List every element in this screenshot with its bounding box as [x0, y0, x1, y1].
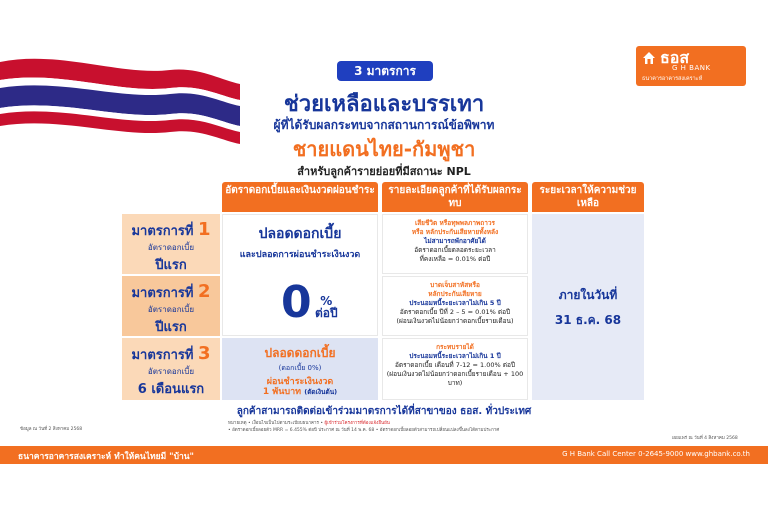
- zero-percent-value: 0: [281, 277, 312, 328]
- detail-note-1: อัตราดอกเบี้ยตลอดระยะเวลา: [414, 246, 496, 254]
- publish-date: เผยแพร่ ณ วันที่ 4 สิงหาคม 2568: [672, 436, 738, 441]
- interest-zero-note: (ดอกเบี้ย 0%): [278, 364, 322, 372]
- footer-bar: [0, 446, 768, 464]
- rate-cell-measure-3: [222, 338, 378, 400]
- measure-number: 2: [198, 281, 211, 302]
- installment-text: [222, 377, 378, 397]
- subtitle-affected: ผู้ที่ได้รับผลกระทบจากสถานการณ์ข้อพิพาท: [273, 118, 495, 132]
- footer-contact: G H Bank Call Center 0-2645-9000 www.ghbank.co.th: [562, 450, 750, 458]
- percent-sign: %: [320, 294, 333, 308]
- detail-note-1: อัตราดอกเบี้ย ปีที่ 2 – 5 = 0.01% ต่อปี: [399, 308, 511, 316]
- measure-period-text: ปีแรก: [155, 320, 187, 335]
- logo-name: ธอส: [660, 48, 690, 67]
- detail-terms: ไม่สามารถพักอาศัยได้: [424, 237, 486, 245]
- logo-sub: G H BANK: [672, 64, 711, 72]
- measure-rate-text: อัตราดอกเบี้ย: [147, 305, 195, 314]
- detail-case-line2: หรือ หลักประกันเสียหายทั้งหลัง: [411, 228, 499, 236]
- subtitle-border: ชายแดนไทย-กัมพูชา: [292, 137, 476, 161]
- column-header-detail: รายละเอียดลูกค้าที่ได้รับผลกระทบ: [382, 182, 528, 212]
- detail-note-2: ที่คงเหลือ = 0.01% ต่อปี: [419, 255, 491, 263]
- period-cell: [532, 214, 644, 400]
- installment-amount: 1 พันบาท: [262, 387, 302, 397]
- column-header-period: ระยะเวลาให้ความช่วยเหลือ: [532, 182, 644, 212]
- remarks-line2: • อัตราดอกเบี้ยลอยตัว MRR = 6.455% ต่อปี ประกาศ ณ วันที่ 14 พ.ค. 68 • อัตราดอกเบี้ยลอยตัวสามารถเปลี่ยนแปลงขึ้นลงได้ตามประกาศ: [228, 428, 500, 433]
- measure-number: 1: [198, 219, 211, 240]
- measure-period-text: ปีแรก: [155, 258, 187, 273]
- remarks-line1: หมายเหตุ • เงื่อนไขเป็นไปตามระเบียบธนาคาร •: [228, 421, 324, 426]
- detail-case-line1: เสียชีวิต หรือทุพพลภาพถาวร: [414, 219, 495, 227]
- installment-note: (ตัดเงินต้น): [304, 388, 338, 396]
- measure-rate-text: อัตราดอกเบี้ย: [147, 243, 195, 252]
- page-title: ช่วยเหลือและบรรเทา: [283, 92, 485, 117]
- detail-case-line1: กระทบรายได้: [436, 343, 474, 351]
- percent-per-year: [315, 295, 338, 319]
- installment-label: ผ่อนชำระเงินงวด: [266, 377, 334, 387]
- detail-note-2: (ผ่อนเงินงวดไม่น้อยกว่าดอกเบี้ยรายเดือน + 100 บาท): [386, 370, 524, 387]
- detail-cell-2: [382, 276, 528, 336]
- detail-case-line1: บาดเจ็บสาหัสหรือ: [430, 281, 480, 289]
- interest-free-heading: ปลอดดอกเบี้ย: [258, 226, 342, 242]
- detail-case-line2: หลักประกันเสียหาย: [428, 290, 482, 298]
- measure-label-text: มาตรการที่: [131, 286, 194, 301]
- subtitle-npl: สำหรับลูกค้ารายย่อยที่มีสถานะ NPL: [297, 165, 471, 178]
- interest-free-heading-2: ปลอดดอกเบี้ย: [264, 346, 336, 360]
- ghbank-logo: [636, 46, 746, 86]
- detail-terms: ประนอมหนี้ระยะเวลาไม่เกิน 1 ปี: [409, 352, 501, 360]
- remarks: [228, 420, 648, 434]
- contact-note: ลูกค้าสามารถติดต่อเข้าร่วมมาตรการได้ที่สาขาของ ธอส. ทั่วประเทศ: [236, 406, 532, 417]
- detail-note-1: อัตราดอกเบี้ย เดือนที่ 7-12 = 1.00% ต่อปี: [395, 361, 515, 369]
- column-header-rate: อัตราดอกเบี้ยและเงินงวดผ่อนชำระ: [222, 182, 378, 212]
- period-date: 31 ธ.ค. 68: [554, 313, 622, 327]
- logo-full-name: ธนาคารอาคารสงเคราะห์: [642, 76, 703, 82]
- rate-cell-measures-1-2: [222, 214, 378, 336]
- measure-number: 3: [198, 343, 211, 364]
- measure-rate-text: อัตราดอกเบี้ย: [147, 367, 195, 376]
- measure-label-text: มาตรการที่: [131, 348, 194, 363]
- remarks-red: ผู้เข้าร่วมโครงการที่ต้องแจ้งยืนยัน: [324, 421, 390, 426]
- measure-3-label: [122, 338, 220, 400]
- measure-period-text: 6 เดือนแรก: [137, 382, 205, 397]
- per-year-text: ต่อปี: [315, 306, 338, 320]
- measure-label-text: มาตรการที่: [131, 224, 194, 239]
- detail-cell-3: [382, 338, 528, 400]
- detail-note-2: (ผ่อนเงินงวดไม่น้อยกว่าดอกเบี้ยรายเดือน): [396, 317, 514, 325]
- footer-slogan: ธนาคารอาคารสงเคราะห์ ทำให้คนไทยมี "บ้าน": [18, 452, 194, 462]
- measure-1-label: [122, 214, 220, 274]
- detail-cell-1: [382, 214, 528, 274]
- house-logo-icon: [642, 51, 656, 65]
- interest-free-sub: และปลอดการผ่อนชำระเงินงวด: [239, 250, 361, 260]
- period-heading: ภายในวันที่: [558, 288, 618, 302]
- data-date: ข้อมูล ณ วันที่ 2 สิงหาคม 2568: [20, 427, 83, 432]
- detail-terms: ประนอมหนี้ระยะเวลาไม่เกิน 5 ปี: [409, 299, 501, 307]
- measure-2-label: [122, 276, 220, 336]
- measures-badge: 3 มาตรการ: [337, 61, 433, 81]
